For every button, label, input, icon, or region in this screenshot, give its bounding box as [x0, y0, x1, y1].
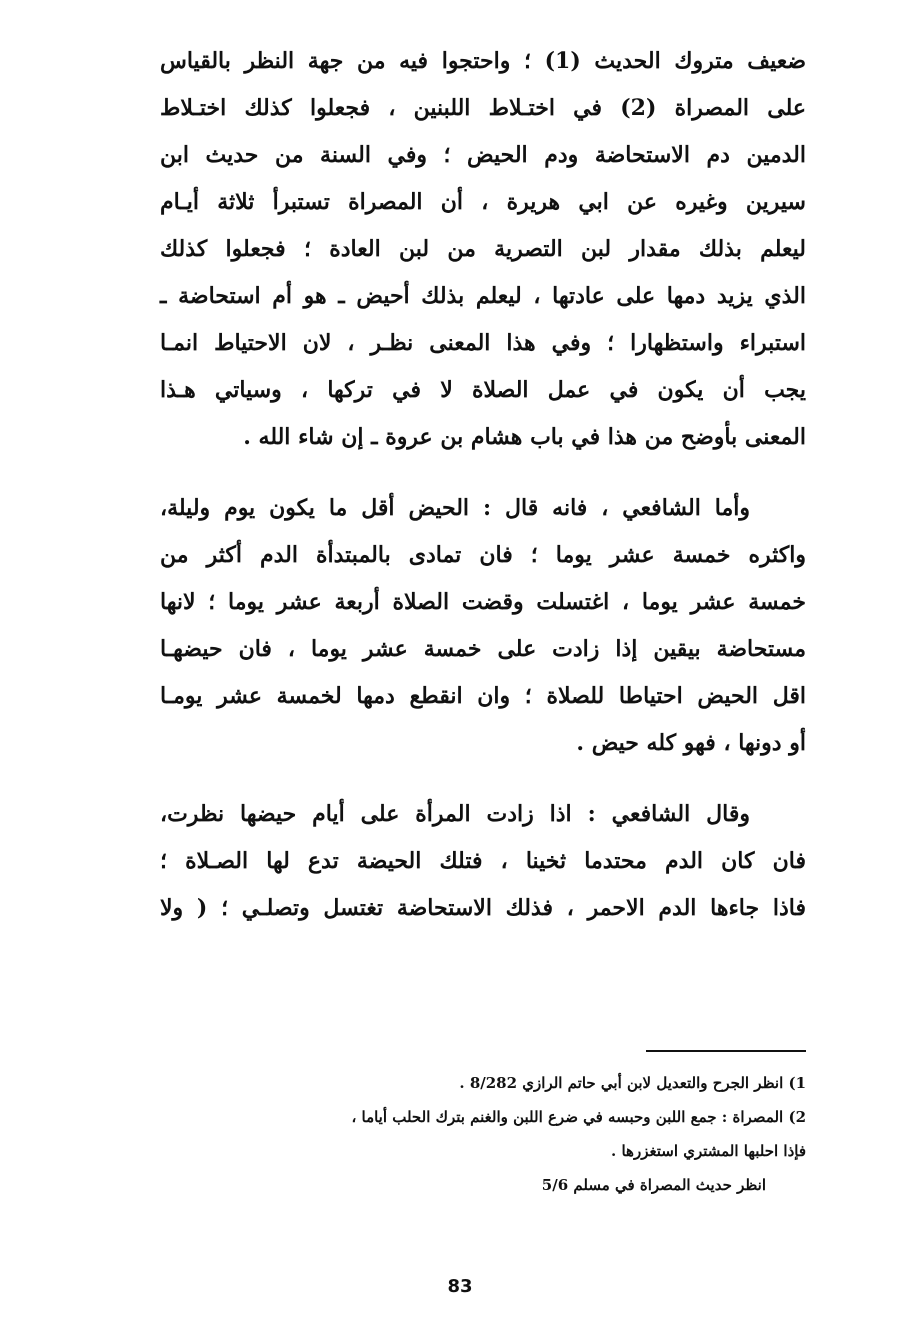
text-line: وقال الشافعي : اذا زادت المرأة على أيام حيضها نظرت، — [160, 801, 750, 827]
text-line: استبراء واستظهارا ؛ وفي هذا المعنى نظـر ، لان الاحتياط انمـا — [160, 330, 806, 356]
text-line: المعنى بأوضح من هذا في باب هشام بن عروة ـ إن شاء الله . — [243, 424, 806, 450]
page-number: 83 — [447, 1276, 473, 1297]
paragraph-3 — [160, 791, 806, 932]
text-line: على المصراة (2) في اختـلاط اللبنين ، فجعلوا كذلك اختـلاط — [160, 95, 806, 121]
text-line: ليعلم بذلك مقدار لبن التصرية من لبن العادة ؛ فجعلوا كذلك — [160, 236, 806, 262]
main-text — [160, 38, 806, 932]
text-line: فان كان الدم محتدما ثخينا ، فتلك الحيضة تدع لها الصـلاة ؛ — [160, 848, 806, 874]
text-line: ضعيف متروك الحديث (1) ؛ واحتجوا فيه من جهة النظر بالقياس — [160, 48, 806, 74]
text-line: واكثره خمسة عشر يوما ؛ فان تمادى بالمبتدأة الدم أكثر من — [160, 542, 806, 568]
text-line: فاذا جاءها الدم الاحمر ، فذلك الاستحاضة تغتسل وتصلـي ؛ ( ولا — [160, 895, 806, 921]
footnotes — [200, 1066, 806, 1202]
footnote-2-continuation: فإذا احلبها المشتري استغزرها . — [611, 1142, 806, 1160]
text-line: وأما الشافعي ، فانه قال : الحيض أقل ما يكون يوم وليلة، — [160, 495, 750, 521]
footnote-2-reference: انظر حديث المصراة في مسلم 5/6 — [541, 1176, 766, 1194]
text-line: خمسة عشر يوما ، اغتسلت وقضت الصلاة أربعة عشر يوما ؛ لانها — [160, 589, 806, 615]
footnote-1: 1) انظر الجرح والتعديل لابن أبي حاتم الرازي 8/282 . — [459, 1074, 806, 1092]
text-line: أو دونها ، فهو كله حيض . — [576, 730, 806, 756]
text-line: الدمين دم الاستحاضة ودم الحيض ؛ وفي السنة من حديث ابن — [160, 142, 806, 168]
text-line: سيرين وغيره عن ابي هريرة ، أن المصراة تستبرأ ثلاثة أيـام — [160, 189, 806, 215]
paragraph-2 — [160, 485, 806, 767]
text-line: يجب أن يكون في عمل الصلاة لا في تركها ، وسياتي هـذا — [160, 377, 806, 403]
text-line: مستحاضة بيقين إذا زادت على خمسة عشر يوما ، فان حيضهـا — [160, 636, 806, 662]
text-line: اقل الحيض احتياطا للصلاة ؛ وان انقطع دمها لخمسة عشر يومـا — [160, 683, 806, 709]
paragraph-1 — [160, 38, 806, 461]
footnote-divider — [646, 1050, 806, 1052]
text-line: الذي يزيد دمها على عادتها ، ليعلم بذلك أحيض ـ هو أم استحاضة ـ — [160, 283, 806, 309]
footnote-2: 2) المصراة : جمع اللبن وحبسه في ضرع اللبن والغنم بترك الحلب أياما ، — [351, 1108, 806, 1126]
